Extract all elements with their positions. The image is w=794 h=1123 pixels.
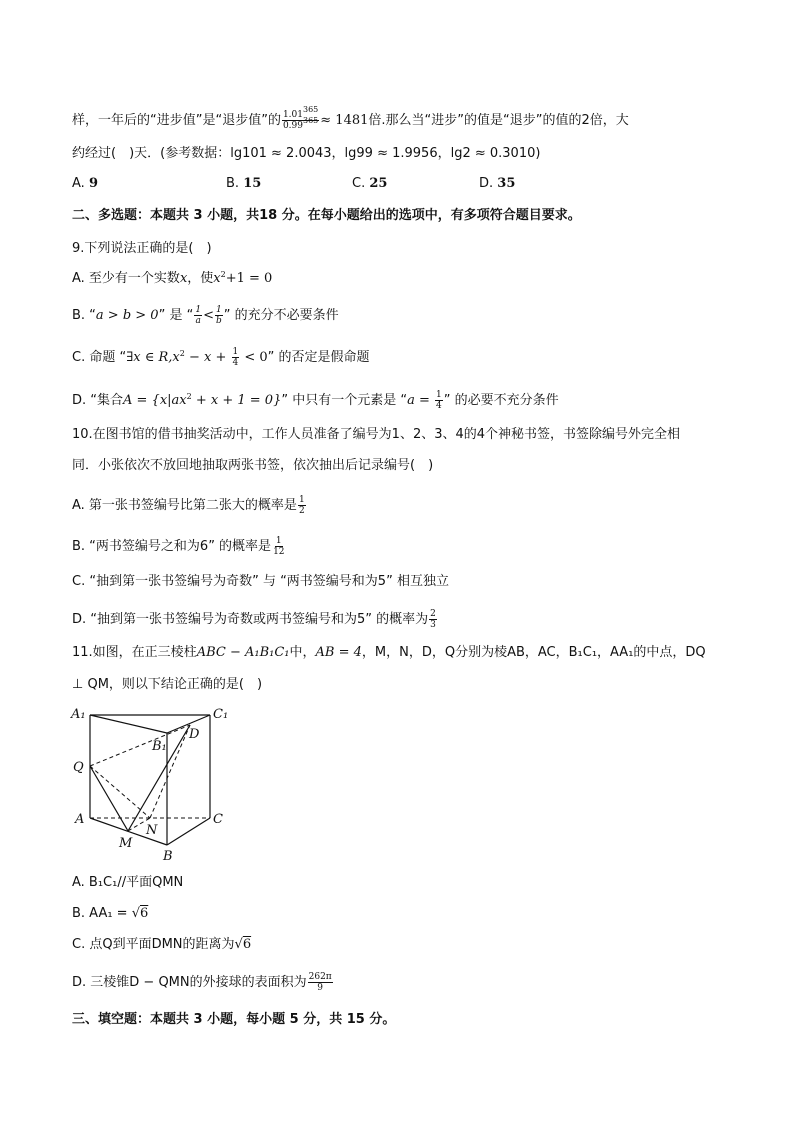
q11-option-a: A. B₁C₁//平面QMN — [72, 875, 184, 890]
q11-option-d: D. 三棱锥D − QMN的外接球的表面积为 $\frac{262\pi}{9}$ — [72, 972, 332, 993]
q8-option-c: C. 25 — [352, 176, 388, 191]
q11-stem-line2: ⊥ QM，则以下结论正确的是( ) — [72, 677, 263, 692]
q9-option-d: D. “集合$A = \{x|ax^2 + x + 1 = 0\}$” 中只有一个元素是 “a = $\frac{1}{4}$ ” 的必要不充分条件 — [72, 390, 559, 411]
q11-option-b: B. AA₁ = √6 — [72, 906, 149, 921]
q9-stem: 9.下列说法正确的是( ) — [72, 241, 212, 256]
prism-figure — [70, 700, 240, 865]
q11-stem-line1: 11.如图，在正三棱柱ABC − A₁B₁C₁中，AB = 4，M，N，D，Q分别为棱AB，AC，B₁C₁，AA₁的中点，DQ — [72, 645, 706, 660]
edge-a1b1 — [90, 715, 167, 733]
edge-bc — [167, 818, 210, 845]
q8-option-b: B. 15 — [226, 176, 262, 191]
label-a: A — [75, 812, 85, 827]
label-m: M — [119, 836, 133, 851]
q10-stem-line2: 同．小张依次不放回地抽取两张书签，依次抽出后记录编号( ) — [72, 458, 434, 473]
q10-option-b: B. “两书签编号之和为6” 的概率是 $\frac{1}{12}$ — [72, 536, 285, 557]
q10-option-d: D. “抽到第一张书签编号为奇数或两书签编号和为5” 的概率为 $\frac{2}{3}$ — [72, 609, 436, 630]
label-c1: C₁ — [213, 707, 229, 722]
section2-heading: 二、多选题：本题共 3 小题，共18 分。在每小题给出的选项中，有多项符合题目要求。 — [72, 208, 581, 223]
q10-option-a: A. 第一张书签编号比第二张大的概率是 $\frac{1}{2}$ — [72, 495, 305, 516]
q9-option-a: A. 至少有一个实数x，使$x^2+1 = 0$ — [72, 270, 273, 286]
q8-option-d: D. 35 — [479, 176, 516, 191]
q9-option-b: B. “a > b > 0” 是 “ $\frac{1}{a}$ < $\frac{1}{b}$ ” 的充分不必要条件 — [72, 305, 339, 326]
q9-option-c: C. 命题 “∃x ∈ $R,x^2 - x$ + $\frac{1}{4}$ < 0” 的否定是假命题 — [72, 347, 370, 368]
label-b1: B₁ — [152, 739, 167, 754]
label-d: D — [189, 727, 200, 742]
q10-option-c: C. “抽到第一张书签编号为奇数” 与 “两书签编号和为5” 相互独立 — [72, 574, 449, 589]
label-q: Q — [73, 760, 84, 775]
segment-qn — [90, 766, 150, 818]
label-n: N — [146, 823, 158, 838]
label-b: B — [163, 849, 173, 864]
segment-qm — [90, 766, 128, 831]
q8-option-a: A. 9 — [72, 176, 98, 191]
q8-line1: 样，一年后的“进步值”是“退步值”的 $\frac{1.01^{365}}{0.99^{365}}$ ≈ 1481倍.那么当“进步”的值是“退步”的值的2倍，大 — [72, 105, 629, 131]
q8-fraction: $\frac{1.01^{365}}{0.99^{365}}$ — [282, 105, 319, 131]
q10-stem-line1: 10.在图书馆的借书抽奖活动中，工作人员准备了编号为1、2、3、4的4个神秘书签，书签除编号外完全相 — [72, 427, 681, 442]
label-a1: A₁ — [71, 707, 86, 722]
section3-heading: 三、填空题：本题共 3 小题，每小题 5 分，共 15 分。 — [72, 1012, 396, 1027]
q11-option-c: C. 点Q到平面DMN的距离为√6 — [72, 937, 252, 952]
q8-line2: 约经过( )天．(参考数据：lg101 ≈ 2.0043，lg99 ≈ 1.9956，lg2 ≈ 0.3010) — [72, 146, 541, 161]
label-c: C — [213, 812, 223, 827]
